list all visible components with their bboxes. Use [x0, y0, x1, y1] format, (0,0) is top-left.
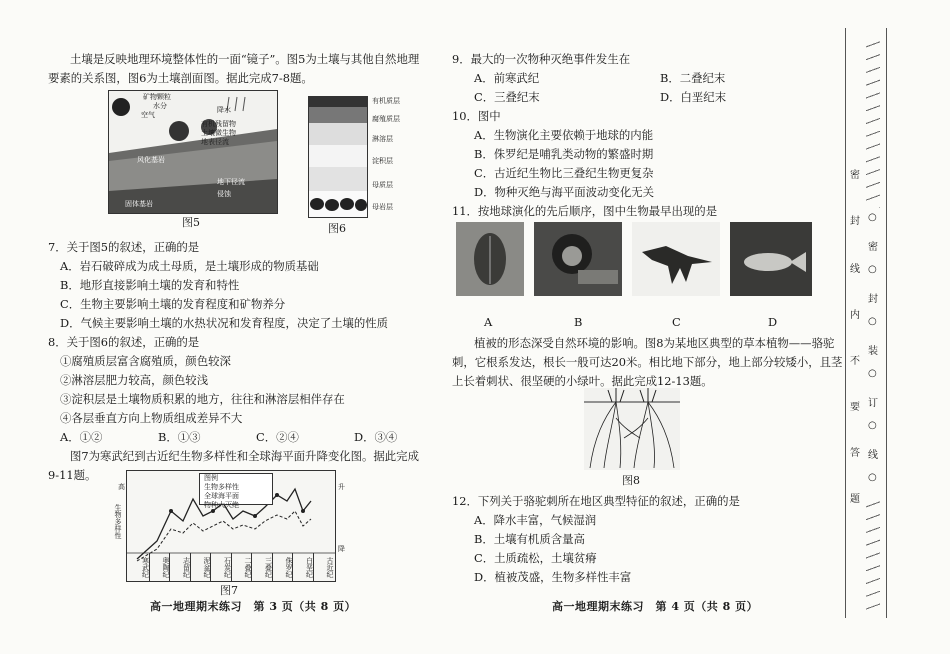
fig6-label: 腐殖质层	[372, 115, 400, 123]
seal-mark: ○	[868, 212, 877, 223]
q10-option-c: C．古近纪生物比三叠纪生物更复杂	[474, 166, 654, 180]
q10-option-a: A．生物演化主要依赖于地球的内能	[474, 128, 654, 142]
trilobite-image	[456, 222, 524, 296]
q7-option-c: C．生物主要影响土壤的发育程度和矿物养分	[60, 297, 286, 311]
period-label: 三叠纪	[252, 553, 273, 581]
intro-text: 9-11题。	[48, 468, 97, 482]
page-footer: 高一地理期末练习 第 3 页（共 8 页）	[150, 600, 357, 613]
intro-text: 植被的形态深受自然环境的影响。图8为某地区典型的草本植物——骆驼	[474, 336, 835, 350]
q9-stem: 9．最大的一次物种灭绝事件发生在	[452, 52, 631, 66]
fish-image	[730, 222, 812, 296]
fig5-label: 土壤微生物	[201, 129, 236, 137]
period-label: 奥陶纪	[150, 553, 171, 581]
q10-option-b: B．侏罗纪是哺乳类动物的繁盛时期	[474, 147, 654, 161]
q7-option-d: D．气候主要影响土壤的水热状况和发育程度，决定了土壤的性质	[60, 316, 389, 330]
period-label: 古近纪	[326, 556, 334, 578]
q9-option-a: A．前寒武纪	[474, 71, 540, 85]
period-label: 泥盆纪	[191, 553, 212, 581]
figure-5	[108, 90, 278, 214]
period-label: 寒武纪	[129, 553, 150, 581]
fig6-label: 有机质层	[372, 97, 400, 105]
seal-mark: ○	[868, 368, 877, 379]
q12-option-a: A．降水丰富，气候湿润	[474, 513, 597, 527]
intro-text: 图7为寒武纪到古近纪生物多样性和全球海平面升降变化图。据此完成	[70, 449, 419, 463]
seal-mark: ○	[868, 316, 877, 327]
figure-7-caption: 图7	[220, 584, 238, 597]
figure-8-caption: 图8	[622, 474, 640, 487]
period-label: 二叠纪	[232, 553, 253, 581]
legend-title: 图例	[204, 474, 218, 482]
seal-mark: 封	[868, 294, 878, 305]
q9-option-c: C．三叠纪末	[474, 90, 540, 104]
fig5-label: 有机残留物	[201, 120, 236, 128]
q7-option-a: A．岩石破碎成为成土母质，是土壤形成的物质基础	[60, 259, 319, 273]
q11-label-a: A	[484, 315, 493, 329]
period-label: 侏罗纪	[273, 553, 294, 581]
legend-item: 生物多样性	[204, 483, 239, 491]
q7-stem: 7．关于图5的叙述，正确的是	[48, 240, 200, 254]
fig6-label: 淋溶层	[372, 135, 393, 143]
fig5-label: 矿物颗粒	[143, 93, 171, 101]
q12-option-c: C．土质疏松，土壤贫瘠	[474, 551, 597, 565]
q11-label-b: B	[574, 315, 583, 329]
seal-char: 答	[850, 448, 860, 459]
q8-item: ③淀积层是土壤物质积累的地方，往往和淋溶层相伴存在	[60, 392, 345, 406]
fig5-label: 水分	[153, 102, 167, 110]
q12-stem: 12．下列关于骆驼刺所在地区典型特征的叙述，正确的是	[452, 494, 740, 508]
q11-stem: 11．按地球演化的先后顺序，图中生物最早出现的是	[452, 204, 718, 218]
lion-image	[534, 222, 622, 296]
q8-option-c: C．②④	[256, 430, 299, 444]
q12-option-b: B．土壤有机质含量高	[474, 532, 585, 546]
seal-mark: ○	[868, 472, 877, 483]
intro-text: 刺，它根系发达，根长一般可达20米。相比地下部分，地上部分较矮小，且茎	[452, 355, 843, 369]
figure-8	[584, 388, 680, 470]
seal-mark: 线	[868, 450, 878, 461]
q8-item: ①腐殖质层富含腐殖质，颜色较深	[60, 354, 231, 368]
fig5-label: 风化基岩	[137, 156, 165, 164]
seal-mark: ○	[868, 420, 877, 431]
dinosaur-image	[632, 222, 720, 296]
seal-mark: 密	[868, 242, 878, 253]
fig7-ylabel: 生物多样性	[114, 504, 122, 539]
fig7-right-label: 升	[338, 483, 345, 491]
q11-label-d: D	[768, 315, 778, 329]
q7-option-b: B．地形直接影响土壤的发育和特性	[60, 278, 240, 292]
fig5-label: 降水	[217, 106, 231, 114]
intro-text: 上长着刺状、很坚硬的小绿叶。据此完成12-13题。	[452, 374, 713, 388]
seal-char: 要	[850, 402, 860, 413]
figure-6-caption: 图6	[328, 222, 346, 235]
seal-char: 不	[850, 356, 860, 367]
figure-6	[308, 96, 368, 218]
q9-option-d: D．白垩纪末	[660, 90, 727, 104]
seal-char: 密	[850, 170, 860, 181]
q9-option-b: B．二叠纪末	[660, 71, 726, 85]
q8-option-d: D．③④	[354, 430, 398, 444]
q10-option-d: D．物种灭绝与海平面波动变化无关	[474, 185, 654, 199]
period-label: 白垩纪	[293, 553, 314, 581]
q8-option-a: A．①②	[60, 430, 103, 444]
q12-option-d: D．植被茂盛，生物多样性丰富	[474, 570, 632, 584]
page-footer: 高一地理期末练习 第 4 页（共 8 页）	[552, 600, 759, 613]
legend-item: 物种大灭绝	[204, 501, 239, 509]
q8-option-b: B．①③	[158, 430, 201, 444]
fig6-label: 淀积层	[372, 157, 393, 165]
fig5-label: 地表径流	[201, 138, 229, 146]
fig6-label: 母质层	[372, 181, 393, 189]
fig5-label: 侵蚀	[217, 190, 231, 198]
q10-stem: 10．图中	[452, 109, 501, 123]
q8-item: ②淋溶层肥力较高，颜色较浅	[60, 373, 209, 387]
q11-label-c: C	[672, 315, 681, 329]
fig7-right-label: 降	[338, 545, 345, 553]
seal-char: 线	[850, 264, 860, 275]
seal-char: 内	[850, 310, 860, 321]
fig5-label: 固体基岩	[125, 200, 153, 208]
intro-text: 土壤是反映地理环境整体性的一面“镜子”。图5为土壤与其他自然地理	[70, 52, 420, 66]
fig7-y-high: 高	[118, 483, 125, 491]
seal-char: 题	[850, 494, 860, 505]
period-label: 石炭纪	[211, 553, 232, 581]
period-row	[129, 553, 333, 581]
fig6-label: 母岩层	[372, 203, 393, 211]
figure-7	[126, 470, 336, 582]
legend	[199, 473, 273, 509]
seal-char: 封	[850, 216, 860, 227]
figure-5-caption: 图5	[182, 216, 200, 229]
legend-item: 全球海平面	[204, 492, 239, 500]
hatch-top	[866, 40, 880, 208]
intro-text: 要素的关系图，图6为土壤剖面图。据此完成7-8题。	[48, 71, 313, 85]
q8-stem: 8．关于图6的叙述，正确的是	[48, 335, 200, 349]
seal-mark: ○	[868, 264, 877, 275]
seal-mark: 装	[868, 346, 878, 357]
fig5-label: 地下径流	[217, 178, 245, 186]
fig5-label: 空气	[141, 111, 155, 119]
q8-item: ④各层垂直方向上物质组成差异不大	[60, 411, 243, 425]
period-label: 志留纪	[170, 553, 191, 581]
seal-mark: 订	[868, 398, 878, 409]
hatch-bottom	[866, 500, 880, 610]
